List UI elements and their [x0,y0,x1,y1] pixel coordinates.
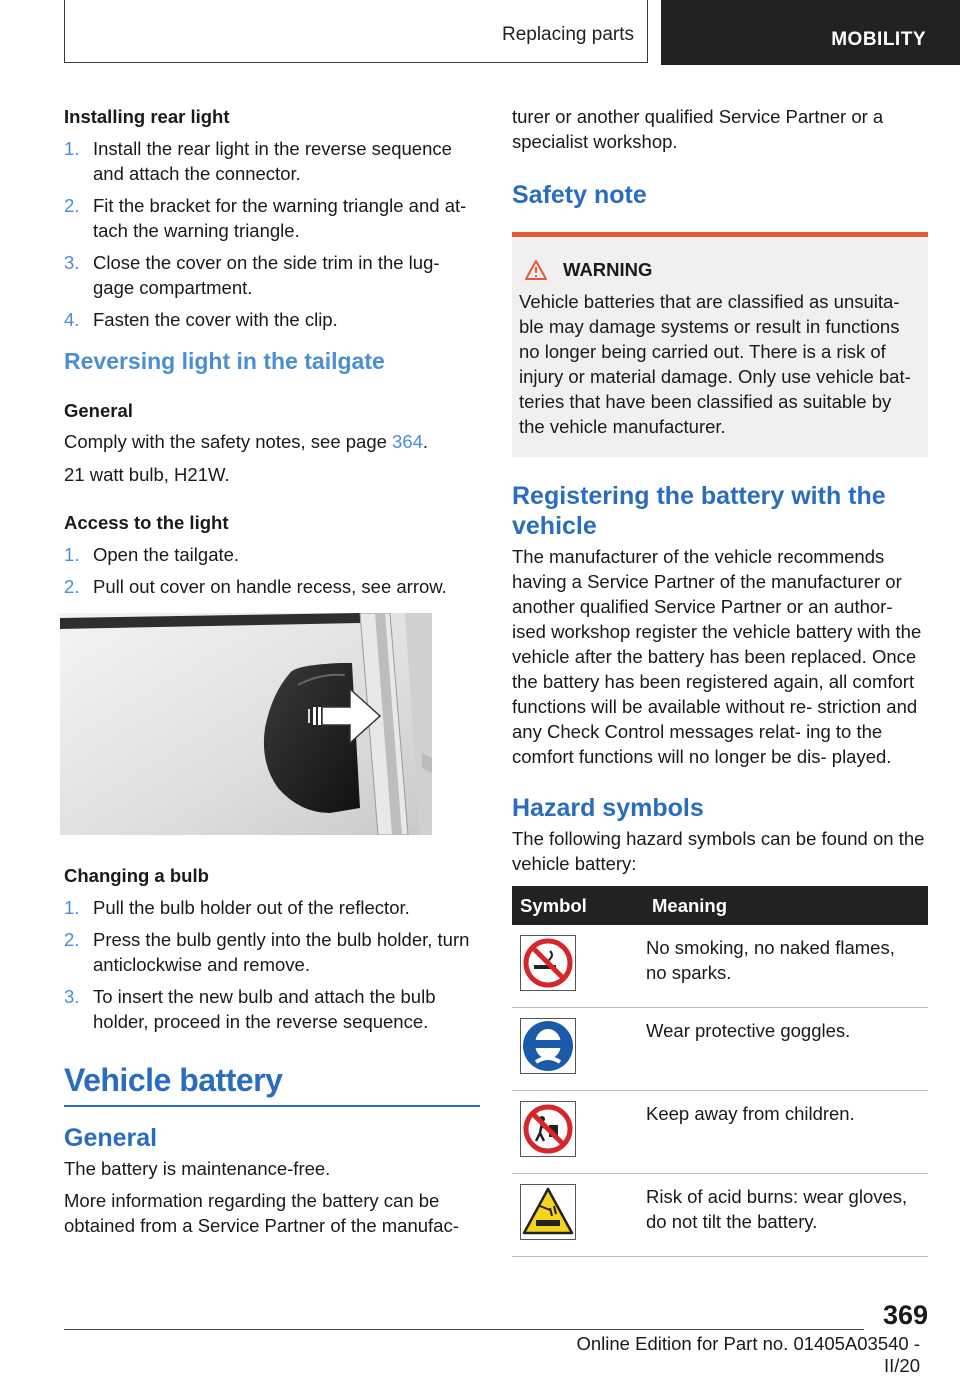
warning-label: WARNING [563,259,653,280]
meaning-cell: No smoking, no naked flames, no sparks. [644,925,928,1008]
changing-steps [64,895,480,1034]
heading-rule [64,1105,480,1107]
list-item: 3. To insert the new bulb and attach the bulb holder, proceed in the reverse sequence. [64,986,436,1032]
install-steps [64,136,480,332]
right-column [512,104,928,1257]
meaning-column-header: Meaning [644,886,928,925]
continued-text: turer or another qualified Service Partner or a specialist workshop. [512,106,884,152]
access-title: Access to the light [64,512,229,533]
footer-rule [64,1329,864,1330]
list-item: 3. Close the cover on the side trim in the lug‐ gage compartment. [64,252,440,298]
hazard-intro-text: The following hazard symbols can be found on the vehicle battery: [512,828,925,874]
table-header-row [512,886,928,925]
warning-text: Vehicle batteries that are classified as unsuita‐ ble may damage systems or result in functions no longer being carried out. There is a risk of injury or material damage. Only use vehicle bat‐ teries that have been classified as suitable by the vehicle manufacturer. [519,291,911,437]
symbol-column-header: Symbol [512,886,644,925]
acid-burn-icon [520,1184,576,1240]
hazard-symbols-heading: Hazard symbols [512,794,704,822]
warning-header [519,259,922,281]
page-link[interactable]: 364 [392,431,423,452]
access-steps [64,542,480,599]
meaning-cell: Risk of acid burns: wear gloves, do not tilt the battery. [644,1174,928,1257]
warning-box [512,232,928,457]
header-chapter-tab: MOBILITY [661,0,960,65]
edition-text: Online Edition for Part no. 01405A03540 - II/20 [576,1333,920,1376]
list-item: 1. Open the tailgate. [64,544,240,565]
list-item: 2. Pull out cover on handle recess, see arrow. [64,576,447,597]
keep-away-children-icon [520,1101,576,1157]
table-row [512,1008,928,1091]
header-section-title: Replacing parts [501,24,634,45]
changing-bulb-title: Changing a bulb [64,865,209,886]
bulb-spec-text: 21 watt bulb, H21W. [64,464,230,485]
list-item: 4. Fasten the cover with the clip. [64,309,338,330]
meaning-cell: Wear protective goggles. [644,1008,928,1091]
registering-text: The manufacturer of the vehicle recommends having a Service Partner of the manufacturer or another qualified Service Partner or an author‐ ised workshop register the vehicle battery with the vehicle after the battery has been replaced. Once the battery has been registered again, all comfort functions will be available without re‐ striction and any Check Control messages relat‐ ing to the comfort functions will no longer be dis‐ played. [512,546,922,767]
list-item: 2. Fit the bracket for the warning triangle and at‐ tach the warning triangle. [64,195,467,241]
list-item: 2. Press the bulb gently into the bulb holder, turn anticlockwise and remove. [64,929,470,975]
left-column [64,104,480,1238]
install-title: Installing rear light [64,106,230,127]
table-row [512,1174,928,1257]
registering-heading: Registering the battery with the vehicle [512,482,886,540]
tailgate-handle-photo [60,613,432,835]
list-item: 1. Pull the bulb holder out of the reflector. [64,897,410,918]
battery-general-heading: General [64,1124,158,1152]
page-number: 369 [882,1300,928,1330]
safety-note-heading: Safety note [512,181,647,209]
more-info-text: More information regarding the battery can be obtained from a Service Partner of the manufac‐ [64,1190,459,1236]
table-row [512,925,928,1008]
safety-notes-text: Comply with the safety notes, see page 364. [64,431,429,452]
goggles-icon [520,1018,576,1074]
vehicle-battery-heading: Vehicle battery [64,1062,283,1098]
maintenance-text: The battery is maintenance-free. [64,1158,331,1179]
meaning-cell: Keep away from children. [644,1091,928,1174]
hazard-table [512,886,928,1257]
warning-triangle-icon [525,260,547,280]
general-title: General [64,400,133,421]
reversing-light-heading: Reversing light in the tailgate [64,348,385,374]
no-smoking-icon [520,935,576,991]
table-row [512,1091,928,1174]
list-item: 1. Install the rear light in the reverse sequence and attach the connector. [64,138,452,184]
